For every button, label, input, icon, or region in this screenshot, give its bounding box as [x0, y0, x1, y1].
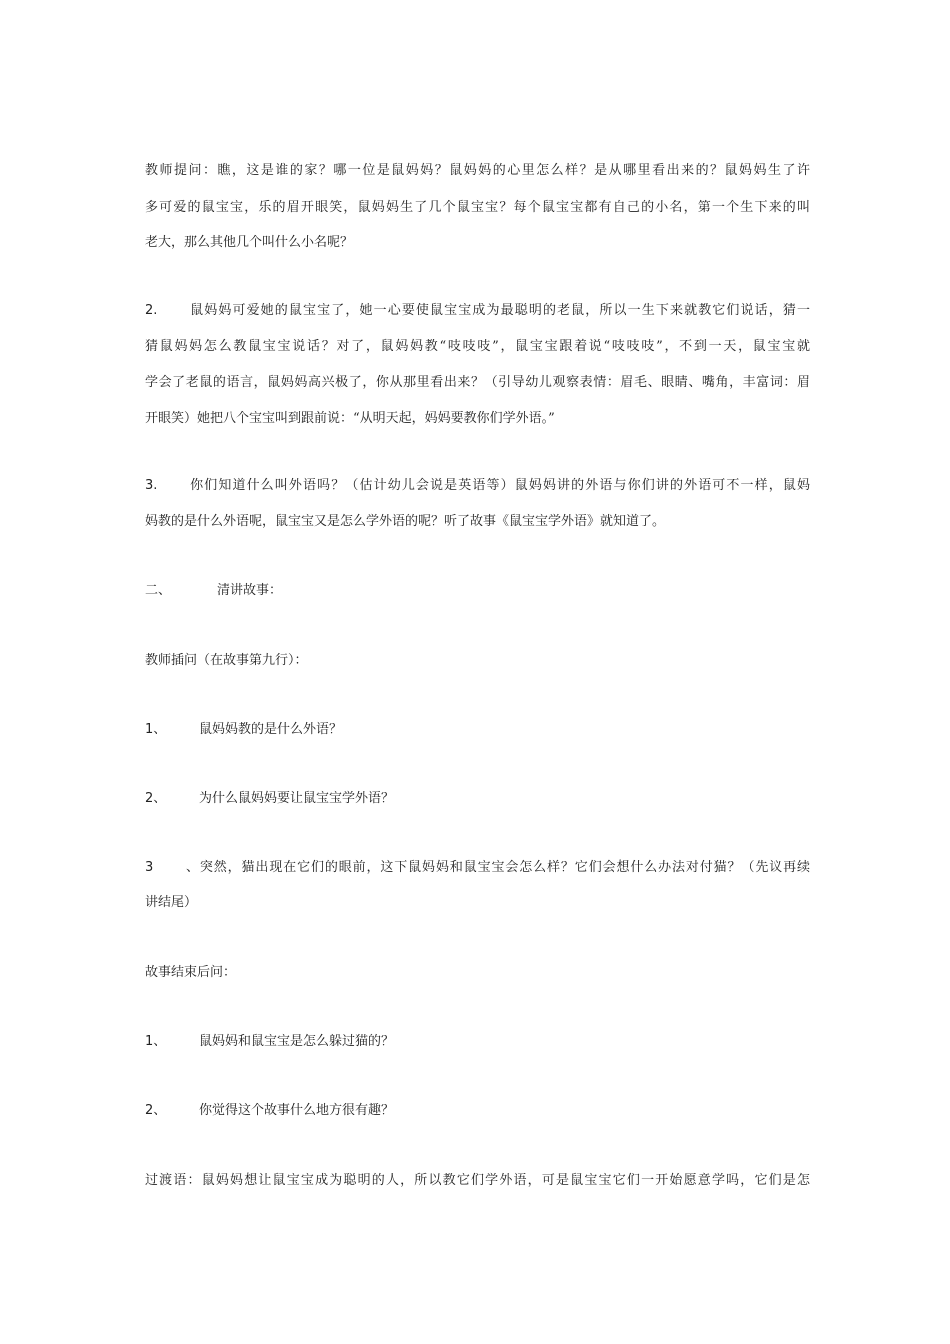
question-1-number: 1、 [145, 722, 167, 737]
p2-line-2: 猜鼠妈妈怎么教鼠宝宝说话？对了，鼠妈妈教“吱吱吱”，鼠宝宝跟着说“吱吱吱”，不到一天，鼠宝宝就 [145, 339, 810, 354]
question-2-number: 2、 [145, 791, 167, 806]
p2-line-4: 开眼笑）她把八个宝宝叫到跟前说：“从明天起，妈妈要教你们学外语。” [145, 411, 555, 426]
after-question-1-text: 鼠妈妈和鼠宝宝是怎么躲过猫的？ [199, 1034, 395, 1049]
section-2-title: 清讲故事： [217, 583, 283, 598]
p3-number: 3. [145, 478, 158, 493]
question-2 [145, 790, 810, 807]
transition-line-1: 过渡语：鼠妈妈想让鼠宝宝成为聪明的人，所以教它们学外语，可是鼠宝宝它们一开始愿意学吗，它们是怎 [145, 1173, 810, 1188]
p1-line-1: 教师提问：瞧，这是谁的家？哪一位是鼠妈妈？鼠妈妈的心里怎么样？是从哪里看出来的？鼠妈妈生了许 [145, 163, 810, 178]
question-1 [145, 721, 810, 738]
p3-line-2: 妈教的是什么外语呢，鼠宝宝又是怎么学外语的呢？听了故事《鼠宝宝学外语》就知道了。 [145, 514, 666, 529]
question-3-line-1 [145, 859, 810, 876]
after-question-2 [145, 1102, 810, 1119]
after-question-2-text: 你觉得这个故事什么地方很有趣？ [199, 1103, 395, 1118]
p2-line-3: 学会了老鼠的语言，鼠妈妈高兴极了，你从那里看出来？（引导幼儿观察表情：眉毛、眼睛、嘴角，丰富词：眉 [145, 375, 810, 390]
p2-number: 2. [145, 303, 158, 318]
section-2-number: 二、 [145, 583, 172, 598]
question-3-line-2: 讲结尾） [145, 895, 198, 910]
section-2-heading [145, 582, 810, 599]
after-question-2-number: 2、 [145, 1103, 167, 1118]
p1-line-3: 老大，那么其他几个叫什么小名呢？ [145, 235, 354, 250]
question-3-number: 3、 [145, 860, 199, 875]
p3-line-1 [145, 477, 810, 494]
question-2-text: 为什么鼠妈妈要让鼠宝宝学外语？ [199, 791, 395, 806]
after-question-1-number: 1、 [145, 1034, 167, 1049]
p2-line-1-text: 鼠妈妈可爱她的鼠宝宝了，她一心要使鼠宝宝成为最聪明的老鼠，所以一生下来就教它们说话，猜一 [189, 303, 810, 318]
after-question-1 [145, 1033, 810, 1050]
question-3-text: 突然，猫出现在它们的眼前，这下鼠妈妈和鼠宝宝会怎么样？它们会想什么办法对付猫？（先议再续 [199, 860, 810, 875]
p3-line-1-text: 你们知道什么叫外语吗？（估计幼儿会说是英语等）鼠妈妈讲的外语与你们讲的外语可不一样，鼠妈 [189, 478, 810, 493]
question-1-text: 鼠妈妈教的是什么外语？ [199, 722, 343, 737]
p1-line-2: 多可爱的鼠宝宝，乐的眉开眼笑，鼠妈妈生了几个鼠宝宝？每个鼠宝宝都有自己的小名，第一个生下来的叫 [145, 200, 810, 215]
p2-line-1 [145, 302, 810, 319]
teacher-question-heading: 教师插问（在故事第九行）： [145, 653, 308, 668]
after-story-heading: 故事结束后问： [145, 965, 237, 980]
